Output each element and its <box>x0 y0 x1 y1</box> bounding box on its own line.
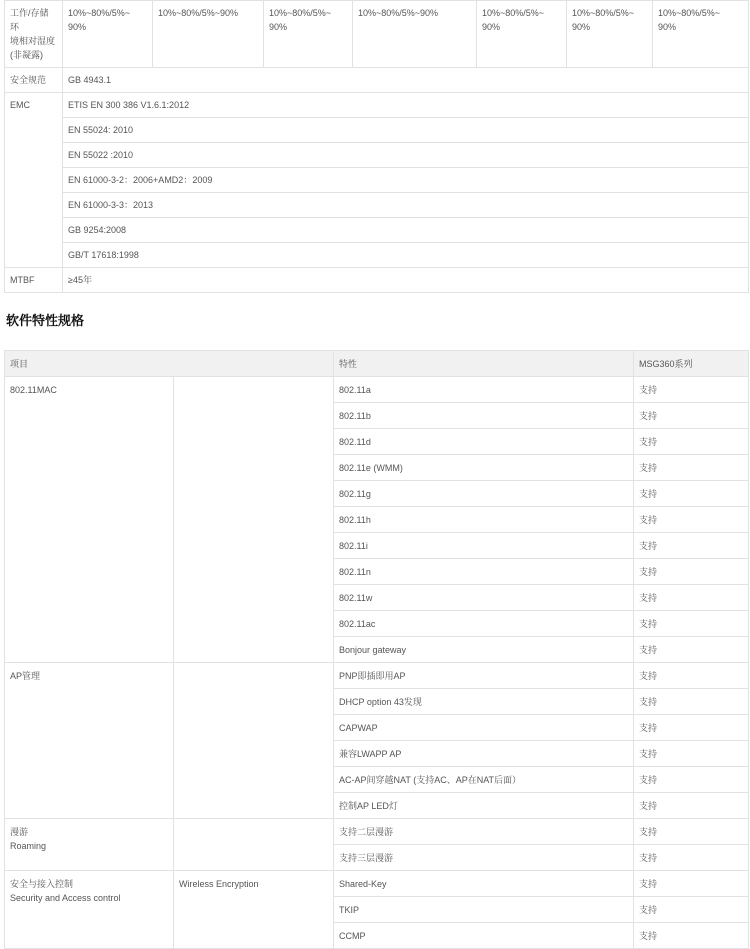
spec-row-emc <box>5 143 749 168</box>
spec-value-humidity <box>567 1 653 68</box>
support-status: 支持 <box>634 897 749 923</box>
spec-value-humidity <box>153 1 264 68</box>
spec-label-safety: 安全规范 <box>5 68 63 93</box>
spec-label-mtbf: MTBF <box>5 268 63 293</box>
spec-label-humidity <box>5 1 63 68</box>
cell-line: AP管理 <box>10 671 41 681</box>
support-status: 支持 <box>634 793 749 819</box>
feature-name: 支持三层漫游 <box>334 845 634 871</box>
cell-line: Roaming <box>10 841 47 851</box>
feature-name: 支持二层漫游 <box>334 819 634 845</box>
feature-name: PNP即插即用AP <box>334 663 634 689</box>
spec-row-emc <box>5 243 749 268</box>
spec-value-humidity <box>477 1 567 68</box>
spec-row-mtbf <box>5 268 749 293</box>
cell-line: Security and Access control <box>10 893 121 903</box>
spec-value-emc: GB 9254:2008 <box>63 218 749 243</box>
spec-row-emc <box>5 193 749 218</box>
spec-row-emc <box>5 168 749 193</box>
support-status: 支持 <box>634 429 749 455</box>
feature-header-row <box>5 351 749 377</box>
cell-line: 境相对湿度 <box>10 36 56 46</box>
group-subcategory <box>174 377 334 663</box>
cell-line: 90% <box>269 22 288 32</box>
feature-name: 控制AP LED灯 <box>334 793 634 819</box>
support-status: 支持 <box>634 637 749 663</box>
feature-name: 802.11h <box>334 507 634 533</box>
cell-line: 安全与接入控制 <box>10 879 74 889</box>
cell-line: 802.11MAC <box>10 385 57 395</box>
cell-line: 10%~80%/5%~ <box>68 8 131 18</box>
feature-name: 802.11b <box>334 403 634 429</box>
spec-value-emc: GB/T 17618:1998 <box>63 243 749 268</box>
cell-line: 漫游 <box>10 827 29 837</box>
feature-name: AC-AP间穿越NAT (支持AC、AP在NAT后面） <box>334 767 634 793</box>
feature-name: 兼容LWAPP AP <box>334 741 634 767</box>
feature-name: 802.11w <box>334 585 634 611</box>
header-model: MSG360系列 <box>634 351 749 377</box>
feature-name: 802.11e (WMM) <box>334 455 634 481</box>
software-feature-table <box>4 350 749 949</box>
spec-value-humidity <box>264 1 353 68</box>
cell-line: 90% <box>68 22 87 32</box>
spec-row-humidity <box>5 1 749 68</box>
support-status: 支持 <box>634 819 749 845</box>
feature-name: CCMP <box>334 923 634 949</box>
support-status: 支持 <box>634 585 749 611</box>
support-status: 支持 <box>634 871 749 897</box>
feature-name: DHCP option 43发现 <box>334 689 634 715</box>
table-row <box>5 377 749 403</box>
table-row <box>5 819 749 845</box>
table-row <box>5 871 749 897</box>
support-status: 支持 <box>634 741 749 767</box>
spec-row-emc <box>5 218 749 243</box>
support-status: 支持 <box>634 845 749 871</box>
header-feature: 特性 <box>334 351 634 377</box>
support-status: 支持 <box>634 533 749 559</box>
table-row <box>5 663 749 689</box>
feature-name: 802.11n <box>334 559 634 585</box>
support-status: 支持 <box>634 689 749 715</box>
spec-value-mtbf: ≥45年 <box>63 268 749 293</box>
cell-line: 90% <box>482 22 501 32</box>
feature-name: 802.11i <box>334 533 634 559</box>
hardware-spec-table <box>4 0 749 293</box>
cell-line: 90% <box>572 22 591 32</box>
feature-name: Shared-Key <box>334 871 634 897</box>
support-status: 支持 <box>634 559 749 585</box>
group-subcategory <box>174 663 334 819</box>
cell-line: 10%~80%/5%~90% <box>358 8 439 18</box>
group-name <box>5 377 174 663</box>
feature-name: TKIP <box>334 897 634 923</box>
support-status: 支持 <box>634 663 749 689</box>
support-status: 支持 <box>634 377 749 403</box>
cell-line: 10%~80%/5%~ <box>482 8 545 18</box>
spec-value-humidity <box>653 1 749 68</box>
cell-line: 10%~80%/5%~ <box>572 8 635 18</box>
spec-value-safety: GB 4943.1 <box>63 68 749 93</box>
spec-label-emc: EMC <box>5 93 63 268</box>
cell-line: (非凝露) <box>10 50 43 60</box>
support-status: 支持 <box>634 767 749 793</box>
spec-row-safety <box>5 68 749 93</box>
spec-value-emc: EN 55024: 2010 <box>63 118 749 143</box>
feature-name: CAPWAP <box>334 715 634 741</box>
spec-value-humidity <box>63 1 153 68</box>
spec-value-emc: EN 55022 :2010 <box>63 143 749 168</box>
support-status: 支持 <box>634 611 749 637</box>
cell-line: 10%~80%/5%~ <box>658 8 721 18</box>
feature-name: 802.11g <box>334 481 634 507</box>
software-spec-heading: 软件特性规格 <box>6 313 85 328</box>
group-name <box>5 663 174 819</box>
cell-line: 10%~80%/5%~ <box>269 8 332 18</box>
feature-name: 802.11d <box>334 429 634 455</box>
spec-value-emc: ETIS EN 300 386 V1.6.1:2012 <box>63 93 749 118</box>
support-status: 支持 <box>634 481 749 507</box>
spec-value-humidity <box>353 1 477 68</box>
spec-row-emc <box>5 118 749 143</box>
support-status: 支持 <box>634 923 749 949</box>
group-subcategory: Wireless Encryption <box>174 871 334 949</box>
support-status: 支持 <box>634 455 749 481</box>
group-name <box>5 871 174 949</box>
spec-row-emc <box>5 93 749 118</box>
header-item: 项目 <box>5 351 334 377</box>
group-name <box>5 819 174 871</box>
spec-value-emc: EN 61000-3-2：2006+AMD2：2009 <box>63 168 749 193</box>
spec-value-emc: EN 61000-3-3：2013 <box>63 193 749 218</box>
feature-name: Bonjour gateway <box>334 637 634 663</box>
feature-name: 802.11ac <box>334 611 634 637</box>
support-status: 支持 <box>634 715 749 741</box>
cell-line: 10%~80%/5%~90% <box>158 8 239 18</box>
cell-line: 工作/存储环 <box>10 8 49 32</box>
feature-name: 802.11a <box>334 377 634 403</box>
support-status: 支持 <box>634 507 749 533</box>
cell-line: 90% <box>658 22 677 32</box>
support-status: 支持 <box>634 403 749 429</box>
group-subcategory <box>174 819 334 871</box>
